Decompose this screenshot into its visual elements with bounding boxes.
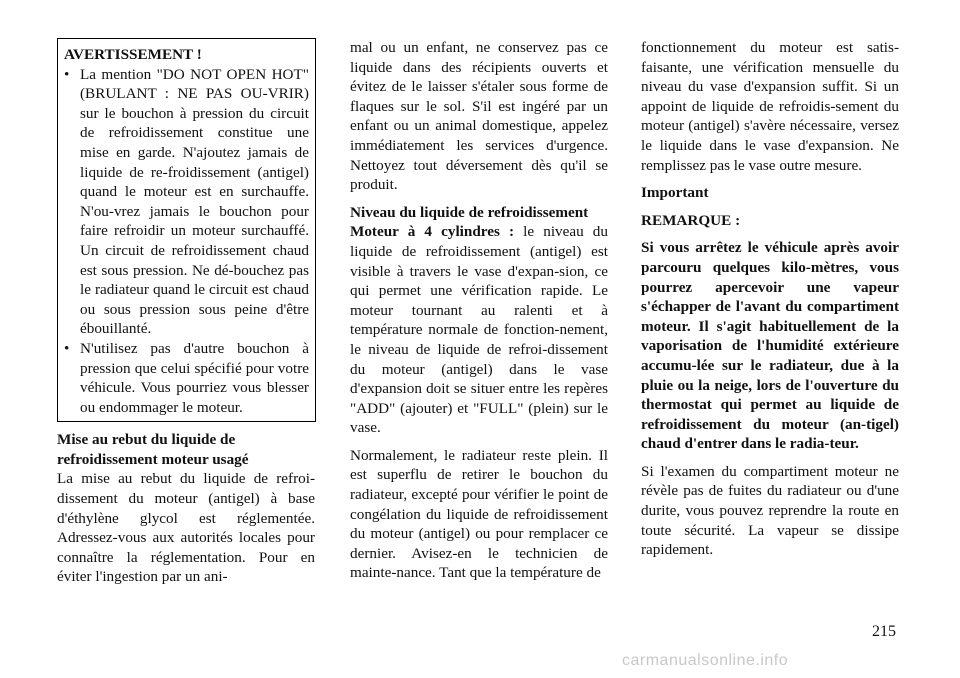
note-label: REMARQUE : — [641, 211, 741, 229]
warning-list — [64, 65, 309, 418]
warning-box — [57, 38, 316, 422]
paragraph-coolant-level — [350, 222, 608, 438]
important-label: Important — [641, 184, 709, 202]
warning-title: AVERTISSEMENT ! — [64, 46, 202, 63]
column-2 — [350, 38, 608, 583]
section-heading-coolant-level: Niveau du liquide de refroidissement — [350, 203, 589, 221]
warning-bullet-2: • N'utilisez pas d'autre bouchon à pression que celui spécifié pour votre véhicule. Vous pourriez vous blesser ou endommager le moteur. — [64, 339, 309, 417]
watermark: carmanualsonline.info — [622, 652, 789, 669]
section-heading-disposal: Mise au rebut du liquide de refroidissement moteur usagé — [57, 431, 249, 468]
coolant-level-text: le niveau du liquide de refroidissement (antigel) est visible à travers le vase d'expan-sion, ce qui permet une vérification rapide. Le moteur tournant au ralenti et à température normale de fonction-nement, le niveau de liquide de refroi-dissement du moteur (antigel) dans le vase d'expansion doit se situer entre les repères "ADD" (ajouter) et "FULL" (plein) sur le vase. — [350, 223, 608, 437]
note-paragraph: Si vous arrêtez le véhicule après avoir parcouru quelques kilo-mètres, vous pourrez apercevoir une vapeur s'échapper de l'avant du compartiment moteur. Il s'agit habituellement de la vaporisation de l'humidité extérieure accumu-lée sur le radiateur, due à la pluie ou la neige, lors de l'ouverture du thermostat qui permet au liquide de refroidissement du moteur (an-tigel) chaud d'entrer dans le radia-teur. — [641, 239, 899, 453]
paragraph-radiator: Normalement, le radiateur reste plein. Il est superflu de retirer le bouchon du radiateur, excepté pour vérifier le point de congélation du liquide de refroidissement du moteur (antigel) ou pour remplacer ce dernier. Avisez-en le technicien de mainte-nance. Tant que la température de — [350, 446, 608, 582]
engine-label: Moteur à 4 cylindres : — [350, 223, 515, 241]
paragraph-expansion-check: fonctionnement du moteur est satis-faisante, une vérification mensuelle du niveau du vase d'expansion suffit. Si un appoint de liquide de refroidis-sement du moteur (antigel) s'avère nécessaire, versez le liquide dans le vase d'expansion. Ne remplissez pas le vase outre mesure. — [641, 39, 899, 174]
column-1 — [57, 38, 315, 587]
warning-bullet-1: • La mention "DO NOT OPEN HOT" (BRULANT : NE PAS OU-VRIR) sur le bouchon à pression du circuit de refroidissement constitue une mise en garde. N'ajoutez jamais de liquide de re-froidissement (antigel) quand le moteur est en surchauffe. N'ou-vrez jamais le bouchon pour faire refroidir un moteur surchauffé. Un circuit de refroidissement chaud est sous pression. Ne dé-bouchez pas le radiateur quand le circuit est chaud ou sous pression sous peine d'être ébouillanté. — [64, 65, 309, 339]
paragraph-steam: Si l'examen du compartiment moteur ne révèle pas de fuites du radiateur ou d'une durite, vous pouvez reprendre la route en toute sécurité. La vapeur se dissipe rapidement. — [641, 462, 899, 559]
column-3 — [641, 38, 899, 560]
paragraph-disposal: La mise au rebut du liquide de refroi-dissement du moteur (antigel) à base d'éthylène glycol est réglementée. Adressez-vous aux autorités locales pour connaître la réglementation. Pour en éviter l'ingestion par un ani- — [57, 470, 315, 586]
page-number: 215 — [872, 623, 896, 640]
paragraph-disposal-cont: mal ou un enfant, ne conservez pas ce liquide dans des récipients ouverts et évitez de le laisser s'étaler sous forme de flaques sur le sol. S'il est ingéré par un enfant ou un animal domestique, appelez immédiatement les services d'urgence. Nettoyez tout déversement dès qu'il se produit. — [350, 39, 608, 194]
